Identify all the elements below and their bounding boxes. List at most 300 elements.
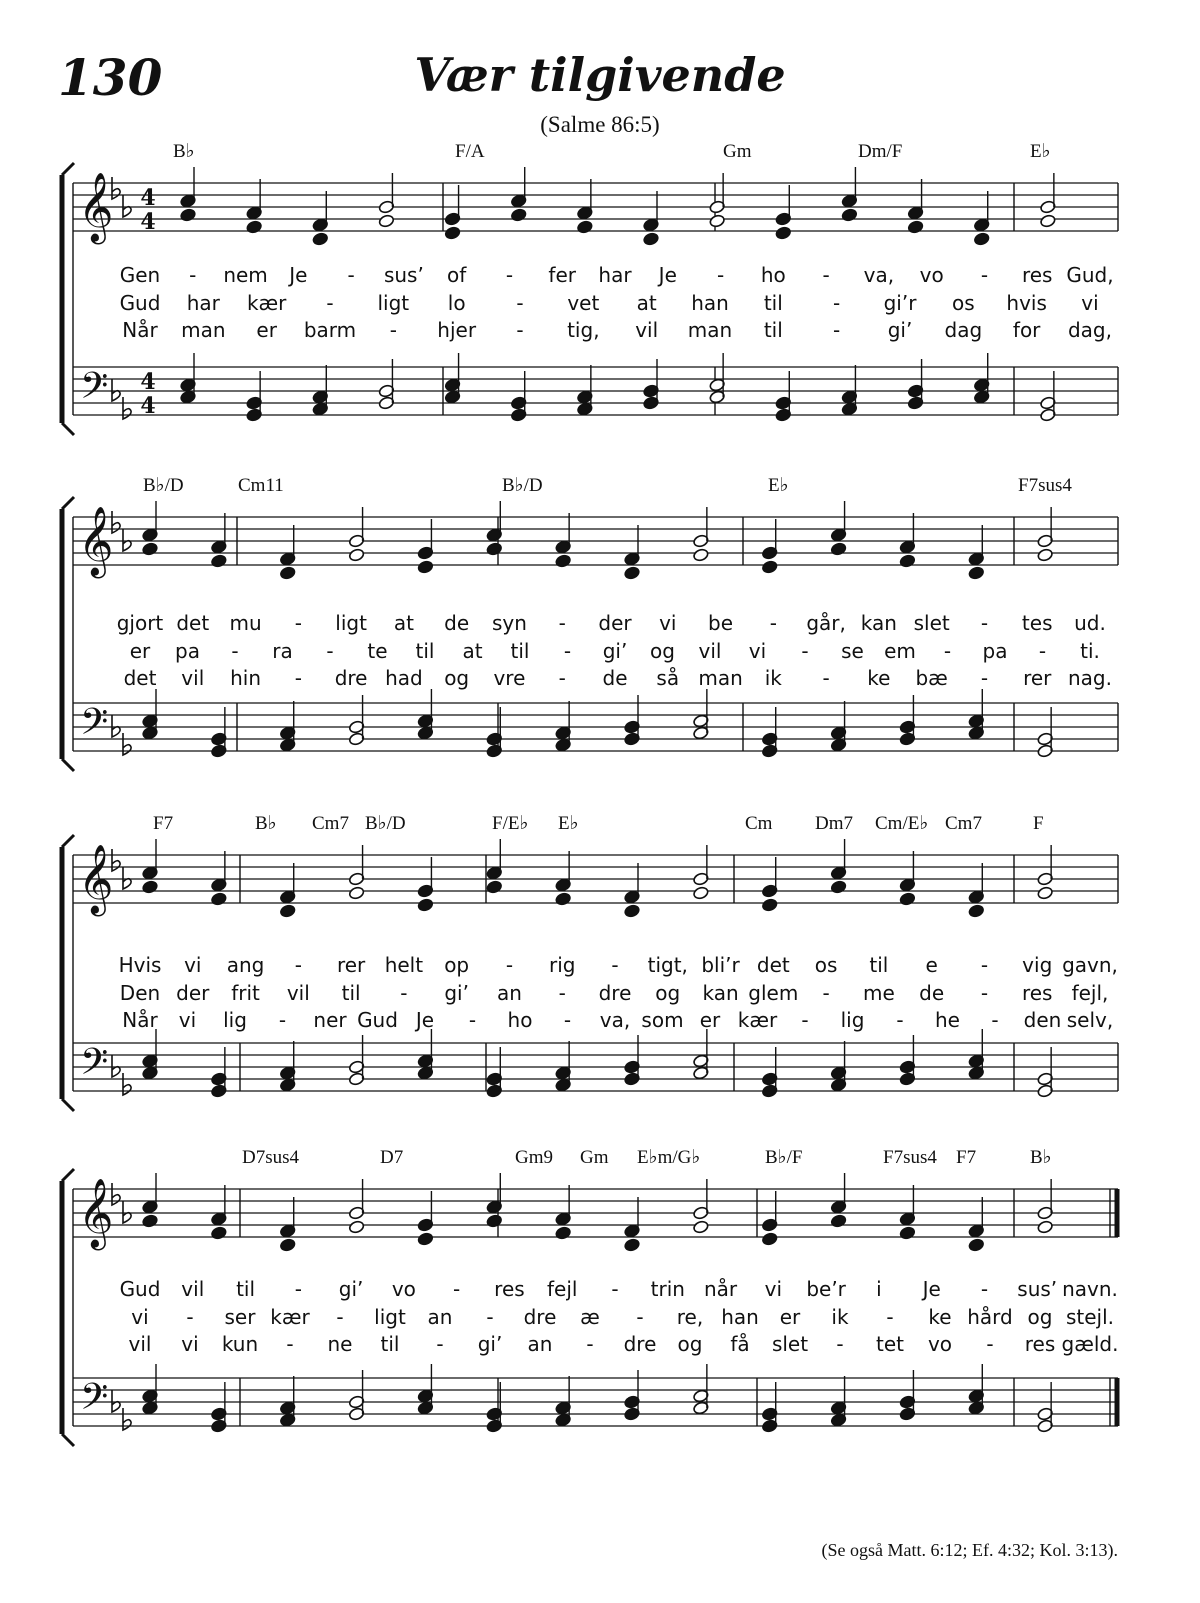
lyric-syllable: der	[598, 611, 632, 635]
lyric-syllable: ligt	[374, 1305, 406, 1329]
lyric-hyphen: -	[611, 953, 619, 977]
lyric-syllable: fer	[548, 263, 577, 287]
bracket-top	[62, 1169, 74, 1181]
note-head	[142, 542, 159, 556]
lyric-syllable: som	[641, 1008, 684, 1032]
lyric-syllable: va,	[863, 263, 895, 287]
lyric-syllable: Hvis	[118, 953, 162, 977]
lyric-syllable: kær	[246, 291, 287, 315]
lyric-syllable: gi’	[444, 981, 469, 1005]
chord-symbol: Cm7	[312, 813, 349, 834]
treble-staff	[73, 501, 1118, 580]
chord-symbol: D7sus4	[242, 1147, 300, 1168]
lyric-syllable: va,	[599, 1008, 631, 1032]
lyric-hyphen: -	[980, 666, 989, 690]
lyric-line-1	[117, 611, 1106, 635]
note-head	[907, 220, 924, 234]
lyric-hyphen: -	[347, 263, 355, 287]
note-head	[973, 232, 990, 246]
lyric-hyphen: -	[563, 639, 572, 663]
lyric-syllable: bæ	[915, 666, 948, 690]
lyric-syllable: ud.	[1074, 611, 1106, 635]
note-head	[775, 226, 792, 240]
lyric-syllable: Je	[922, 1277, 941, 1301]
lyric-syllable: gi’r	[883, 291, 917, 315]
lyric-syllable: gi’	[338, 1277, 364, 1301]
scripture-reference: (Salme 86:5)	[540, 112, 660, 137]
lyric-line-3	[122, 1008, 1113, 1032]
lyric-hyphen: -	[833, 291, 841, 315]
lyric-syllable: syn	[491, 611, 527, 635]
lyric-hyphen: -	[294, 611, 302, 635]
lyric-syllable: Når	[122, 318, 158, 342]
lyric-hyphen: -	[716, 263, 725, 287]
lyric-hyphen: -	[836, 1332, 844, 1356]
lyric-syllable: res	[1021, 981, 1053, 1005]
treble-clef: 𝄞	[78, 1178, 114, 1248]
note-head	[761, 560, 778, 574]
lyric-syllable: Je	[415, 1008, 435, 1032]
lyric-syllable: op	[444, 953, 470, 977]
lyric-hyphen: -	[505, 263, 514, 287]
lyric-line-3	[129, 1332, 1119, 1356]
lyric-syllable: vil	[286, 981, 310, 1005]
lyric-syllable: dre	[523, 1305, 557, 1329]
lyric-hyphen: -	[186, 1305, 194, 1329]
lyric-syllable: vet	[567, 291, 600, 315]
lyric-syllable: kan	[860, 611, 897, 635]
lyric-line-3	[122, 318, 1112, 342]
lyric-syllable: til	[763, 291, 783, 315]
lyric-syllable: dre	[623, 1332, 657, 1356]
lyric-syllable: bli’r	[701, 953, 740, 977]
flat-sign	[112, 715, 120, 737]
lyric-hyphen: -	[516, 291, 524, 315]
lyric-syllable: ke	[928, 1305, 952, 1329]
lyric-syllable: man	[698, 666, 743, 690]
lyric-syllable: ang	[226, 953, 265, 977]
note-head	[180, 208, 197, 222]
lyric-hyphen: -	[980, 611, 989, 635]
lyric-syllable: til	[510, 639, 530, 663]
lyric-syllable: og	[650, 639, 675, 663]
note-head	[312, 232, 329, 246]
lyric-syllable: har	[598, 263, 632, 287]
lyric-syllable: det	[756, 953, 790, 977]
lyric-hyphen: -	[991, 1008, 999, 1032]
lyric-syllable: Je	[289, 263, 308, 287]
lyric-syllable: har	[186, 291, 220, 315]
lyric-syllable: kan	[702, 981, 739, 1005]
lyric-syllable: te	[367, 639, 388, 663]
note-head	[830, 542, 847, 556]
lyric-syllable: Gen	[119, 263, 161, 287]
chord-symbol: Cm	[745, 813, 773, 834]
lyric-hyphen: -	[286, 1332, 294, 1356]
lyric-syllable: ik	[831, 1305, 849, 1329]
lyric-syllable: dre	[334, 666, 368, 690]
lyric-syllable: Je	[658, 263, 677, 287]
lyric-syllable: an	[496, 981, 522, 1005]
lyric-syllable: det	[123, 666, 157, 690]
lyric-syllable: barm	[303, 318, 357, 342]
lyric-syllable: rer	[336, 953, 366, 977]
lyric-syllable: der	[176, 981, 210, 1005]
lyric-hyphen: -	[558, 666, 566, 690]
lyric-line-3	[124, 666, 1112, 690]
lyric-syllable: er	[699, 1008, 721, 1032]
note-head	[709, 214, 726, 228]
lyric-hyphen: -	[980, 953, 989, 977]
lyric-syllable: æ	[580, 1305, 600, 1329]
treble-clef: 𝄞	[78, 506, 114, 576]
chord-symbol: F/E♭	[492, 813, 529, 834]
lyric-syllable: tes	[1021, 611, 1053, 635]
lyric-syllable: ik	[764, 666, 782, 690]
lyric-syllable: kær	[270, 1305, 310, 1329]
note-head	[142, 1214, 159, 1228]
lyric-syllable: så	[656, 666, 680, 690]
lyric-hyphen: -	[389, 318, 397, 342]
bracket-bottom	[62, 1434, 74, 1446]
lyric-syllable: mu	[229, 611, 262, 635]
lyric-syllable: helt	[384, 953, 424, 977]
lyric-syllable: slet	[771, 1332, 809, 1356]
bracket-top	[62, 835, 74, 847]
lyric-syllable: vig	[1022, 953, 1053, 977]
lyric-syllable: dag	[944, 318, 983, 342]
note-head	[968, 566, 985, 580]
lyric-syllable: til	[415, 639, 435, 663]
lyric-hyphen: -	[400, 981, 408, 1005]
lyric-syllable: res	[1021, 263, 1053, 287]
lyric-syllable: selv,	[1066, 1008, 1114, 1032]
lyric-syllable: be	[708, 611, 734, 635]
note-head	[624, 1238, 641, 1252]
lyric-hyphen: -	[278, 1008, 287, 1032]
note-head	[555, 892, 572, 906]
chord-symbol: Gm	[723, 141, 752, 162]
flat-sign	[123, 195, 131, 217]
bass-clef: 𝄢	[80, 365, 109, 416]
note-head	[486, 542, 503, 556]
note-head	[279, 1238, 296, 1252]
lyric-hyphen: -	[833, 318, 841, 342]
note-head	[624, 904, 641, 918]
lyric-syllable: til	[341, 981, 361, 1005]
note-head	[486, 1214, 503, 1228]
flat-sign	[123, 1408, 131, 1430]
note-head	[1037, 1220, 1054, 1234]
bass-clef: 𝄢	[80, 701, 109, 752]
chord-symbol: E♭	[768, 475, 789, 496]
lyric-syllable: Gud	[357, 1008, 398, 1032]
lyric-syllable: rig	[548, 953, 576, 977]
lyric-syllable: lo	[447, 291, 466, 315]
lyric-syllable: man	[687, 318, 733, 342]
lyric-hyphen: -	[563, 1008, 572, 1032]
chord-symbol: F7	[153, 813, 174, 834]
lyric-syllable: fejl,	[1071, 981, 1109, 1005]
chord-symbol: B♭/D	[365, 813, 406, 834]
lyric-line-1	[119, 953, 1118, 977]
chord-symbol: Cm/E♭	[875, 813, 929, 834]
lyric-syllable: os	[952, 291, 975, 315]
note-head	[761, 898, 778, 912]
lyric-hyphen: -	[801, 1008, 809, 1032]
chord-symbol: Dm7	[815, 813, 853, 834]
lyric-syllable: res	[1024, 1332, 1056, 1356]
lyric-syllable: ser	[224, 1305, 256, 1329]
lyric-syllable: vi	[131, 1305, 149, 1329]
lyric-hyphen: -	[980, 1277, 989, 1301]
lyric-syllable: han	[691, 291, 729, 315]
lyric-syllable: få	[730, 1332, 750, 1356]
lyric-syllable: glem	[748, 981, 799, 1005]
chord-symbol: B♭/D	[143, 475, 184, 496]
lyric-syllable: lig	[840, 1008, 865, 1032]
time-signature-bottom: 4	[140, 209, 156, 235]
flat-sign	[123, 1201, 131, 1223]
lyric-syllable: stejl.	[1065, 1305, 1115, 1329]
chord-symbol: F7sus4	[883, 1147, 937, 1168]
chord-symbol: B♭/F	[765, 1147, 803, 1168]
lyric-hyphen: -	[943, 639, 952, 663]
lyric-hyphen: -	[980, 981, 989, 1005]
note-head	[1040, 214, 1057, 228]
lyric-syllable: vi	[178, 1008, 197, 1032]
bracket-bottom	[62, 423, 74, 435]
time-signature-top: 4	[140, 185, 156, 211]
lyric-syllable: navn.	[1062, 1277, 1118, 1301]
lyric-syllable: til	[236, 1277, 256, 1301]
lyric-syllable: Den	[119, 981, 161, 1005]
lyric-syllable: til	[763, 318, 783, 342]
note-head	[899, 554, 916, 568]
lyric-syllable: Når	[122, 1008, 158, 1032]
lyric-syllable: gjort	[116, 611, 164, 635]
lyric-hyphen: -	[558, 611, 566, 635]
lyric-syllable: gavn,	[1062, 953, 1118, 977]
lyric-hyphen: -	[336, 1305, 344, 1329]
lyric-hyphen: -	[822, 666, 830, 690]
chord-symbol: B♭	[173, 141, 195, 162]
note-head	[1037, 548, 1054, 562]
lyric-hyphen: -	[294, 1277, 302, 1301]
lyric-syllable: ho	[760, 263, 786, 287]
lyric-syllable: dag,	[1067, 318, 1113, 342]
chord-symbol: F	[1033, 813, 1044, 834]
lyric-syllable: ligt	[377, 291, 410, 315]
bass-staff	[73, 1029, 1118, 1098]
note-head	[348, 548, 365, 562]
lyric-syllable: er	[256, 318, 277, 342]
lyric-syllable: ne	[327, 1332, 353, 1356]
chord-symbol: Cm11	[238, 475, 284, 496]
note-head	[348, 886, 365, 900]
treble-clef: 𝄞	[78, 172, 114, 242]
lyric-syllable: kun	[221, 1332, 259, 1356]
bass-clef: 𝄢	[80, 1041, 109, 1092]
lyric-syllable: ra	[272, 639, 293, 663]
lyric-syllable: tig,	[567, 318, 600, 342]
note-head	[486, 880, 503, 894]
lyric-syllable: em	[884, 639, 916, 663]
lyric-syllable: vil	[181, 1277, 205, 1301]
lyric-syllable: trin	[650, 1277, 685, 1301]
lyric-syllable: an	[427, 1305, 453, 1329]
bracket-top	[62, 163, 74, 175]
lyric-syllable: er	[779, 1305, 801, 1329]
note-head	[555, 554, 572, 568]
note-head	[830, 1214, 847, 1228]
flat-sign	[123, 733, 131, 755]
lyric-syllable: pa	[175, 639, 200, 663]
note-head	[693, 886, 710, 900]
note-head	[624, 566, 641, 580]
note-head	[510, 208, 527, 222]
lyric-syllable: Gud	[119, 1277, 161, 1301]
lyric-hyphen: -	[189, 263, 197, 287]
lyric-hyphen: -	[1038, 639, 1047, 663]
hymn-title: Vær tilgivende	[414, 48, 786, 102]
chord-symbol: F7	[956, 1147, 977, 1168]
lyric-syllable: hård	[967, 1305, 1013, 1329]
chord-symbol: E♭	[558, 813, 579, 834]
lyric-syllable: og	[677, 1332, 703, 1356]
note-head	[693, 1220, 710, 1234]
lyric-line-2	[120, 981, 1109, 1005]
lyric-syllable: går,	[806, 611, 846, 635]
flat-sign	[123, 397, 131, 419]
lyric-syllable: kær	[737, 1008, 778, 1032]
time-signature-top: 4	[140, 369, 156, 395]
treble-staff	[73, 839, 1118, 918]
lyric-syllable: rer	[1023, 666, 1052, 690]
lyric-syllable: os	[814, 953, 838, 977]
lyric-syllable: ligt	[335, 611, 367, 635]
note-head	[968, 904, 985, 918]
lyric-hyphen: -	[516, 318, 524, 342]
lyric-syllable: me	[862, 981, 895, 1005]
lyric-hyphen: -	[886, 1305, 894, 1329]
lyric-syllable: Gud	[119, 291, 161, 315]
chord-symbol: F/A	[455, 141, 485, 162]
lyric-syllable: ti.	[1080, 639, 1100, 663]
lyric-hyphen: -	[468, 1008, 477, 1032]
bass-staff	[73, 689, 1118, 758]
lyric-hyphen: -	[822, 263, 830, 287]
lyric-hyphen: -	[586, 1332, 594, 1356]
lyric-syllable: he	[935, 1008, 960, 1032]
chord-symbol: D7	[380, 1147, 404, 1168]
lyric-line-1	[120, 263, 1114, 287]
lyric-hyphen: -	[294, 666, 302, 690]
lyric-syllable: tigt,	[647, 953, 688, 977]
lyric-hyphen: -	[326, 291, 334, 315]
lyric-hyphen: -	[986, 1332, 994, 1356]
chord-symbol: E♭m/G♭	[637, 1147, 701, 1168]
lyric-syllable: vre	[493, 666, 526, 690]
chord-symbol: Gm	[580, 1147, 609, 1168]
lyric-syllable: ke	[867, 666, 891, 690]
lyric-syllable: at	[393, 611, 414, 635]
flat-sign	[123, 529, 131, 551]
lyric-line-2	[120, 291, 1099, 315]
flat-sign	[123, 1073, 131, 1095]
lyric-syllable: hin	[230, 666, 262, 690]
lyric-hyphen: -	[326, 639, 334, 663]
lyric-syllable: pa	[982, 639, 1008, 663]
lyric-syllable: og	[444, 666, 470, 690]
lyric-syllable: vi	[659, 611, 677, 635]
bracket-bottom	[62, 1099, 74, 1111]
flat-sign	[112, 379, 120, 401]
treble-staff	[73, 167, 1118, 246]
lyric-syllable: res	[494, 1277, 525, 1301]
bass-staff	[73, 1364, 1118, 1433]
system-4	[62, 1147, 1118, 1446]
lyric-syllable: vi	[748, 639, 767, 663]
note-head	[417, 898, 434, 912]
chord-symbol: B♭/D	[502, 475, 543, 496]
note-head	[211, 554, 228, 568]
lyric-hyphen: -	[505, 953, 514, 977]
lyric-syllable: nag.	[1068, 666, 1112, 690]
lyric-syllable: vo	[927, 1332, 953, 1356]
flat-sign	[123, 867, 131, 889]
note-head	[643, 232, 660, 246]
lyric-syllable: hjer	[437, 318, 477, 342]
lyric-syllable: lig	[223, 1008, 247, 1032]
lyric-syllable: vi	[1081, 291, 1099, 315]
lyric-syllable: er	[129, 639, 151, 663]
chord-symbol: B♭	[1030, 1147, 1052, 1168]
lyric-hyphen: -	[769, 611, 777, 635]
bass-clef: 𝄢	[80, 1376, 109, 1427]
lyric-syllable: vo	[391, 1277, 416, 1301]
lyric-line-2	[130, 639, 1100, 663]
lyric-syllable: i	[876, 1277, 882, 1301]
note-head	[417, 1232, 434, 1246]
lyric-syllable: frit	[231, 981, 260, 1005]
lyric-syllable: vil	[181, 666, 205, 690]
lyric-syllable: tet	[876, 1332, 904, 1356]
lyric-syllable: at	[462, 639, 483, 663]
lyric-hyphen: -	[636, 1305, 644, 1329]
bracket-bottom	[62, 759, 74, 771]
lyric-syllable: den	[1023, 1008, 1062, 1032]
note-head	[378, 214, 395, 228]
lyric-line-2	[131, 1305, 1114, 1329]
lyric-syllable: til	[380, 1332, 400, 1356]
footnote: (Se også Matt. 6:12; Ef. 4:32; Kol. 3:13).	[821, 1540, 1118, 1560]
note-head	[348, 1220, 365, 1234]
note-head	[417, 560, 434, 574]
lyric-syllable: gi’	[887, 318, 913, 342]
lyric-hyphen: -	[611, 1277, 619, 1301]
lyric-syllable: vi	[181, 1332, 199, 1356]
note-head	[899, 1226, 916, 1240]
chord-symbol: Dm/F	[858, 141, 903, 162]
lyric-hyphen: -	[436, 1332, 444, 1356]
note-head	[555, 1226, 572, 1240]
lyric-syllable: sus’	[383, 263, 424, 287]
lyric-syllable: vil	[635, 318, 659, 342]
lyric-syllable: be’r	[806, 1277, 846, 1301]
lyric-syllable: når	[703, 1277, 738, 1301]
lyric-syllable: gi’	[477, 1332, 503, 1356]
